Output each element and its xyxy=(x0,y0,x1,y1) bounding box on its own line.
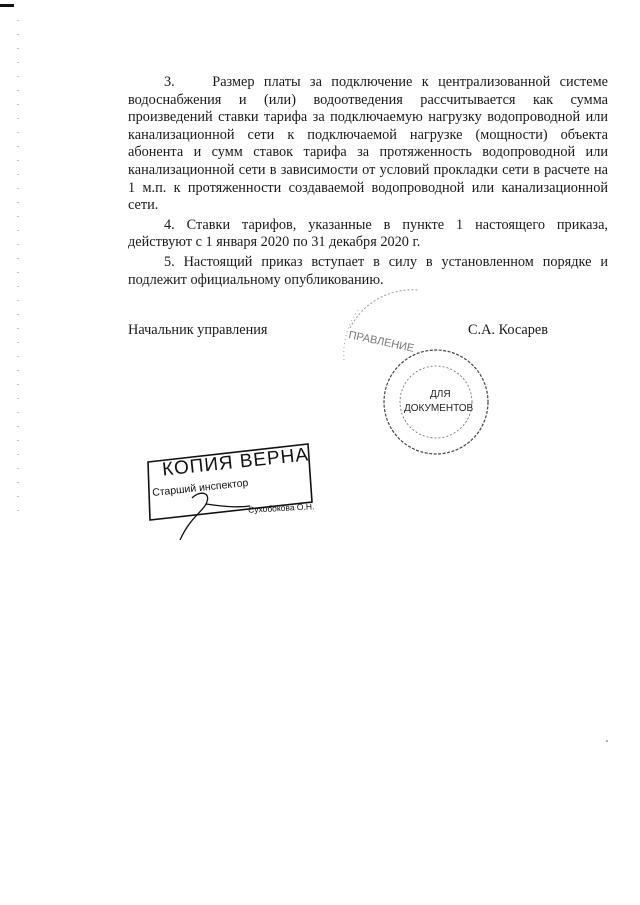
stamp-role: Старший инспектор xyxy=(151,476,249,500)
signatory-name: С.А. Косарев xyxy=(468,322,549,338)
seal-center-line-2: ДОКУМЕНТОВ xyxy=(404,403,474,414)
stamp-name: Сухобокова О.Н. xyxy=(247,501,315,515)
margin-scan-artifacts xyxy=(17,20,19,520)
signatory-title: Начальник управления xyxy=(128,322,268,338)
scan-edge-mark xyxy=(0,4,14,7)
round-seal xyxy=(338,280,498,460)
copy-certified-stamp xyxy=(140,440,320,540)
paragraph-5: 5. Настоящий приказ вступает в силу в установленном порядке и подлежит официальному опубликованию. xyxy=(128,253,608,288)
paragraph-3: 3. Размер платы за подключение к централизованной системе водоснабжения и (или) водоотведения рассчитывается как сумма произведений ставки тарифа за подключаемую нагрузку водопроводной или канализационной сети к подключаемой нагрузке (мощности) объекта абонента и сумм ставок тарифа за протяженность водопроводной или канализационной сети в зависимости от условий прокладки сети в расчете на 1 м.п. к протяженности создаваемой водопроводной или канализационной сети. xyxy=(128,74,608,214)
seal-outer-text: ПРАВЛЕНИЕ xyxy=(347,329,416,355)
stamp-title: КОПИЯ ВЕРНА xyxy=(161,444,311,481)
scan-speck xyxy=(606,740,608,742)
paragraph-4: 4. Ставки тарифов, указанные в пункте 1 настоящего приказа, действуют с 1 января 2020 по 31 декабря 2020 г. xyxy=(128,216,608,251)
handwritten-signature xyxy=(180,493,250,540)
document-body xyxy=(128,74,608,291)
seal-center-line-1: ДЛЯ xyxy=(430,389,451,400)
